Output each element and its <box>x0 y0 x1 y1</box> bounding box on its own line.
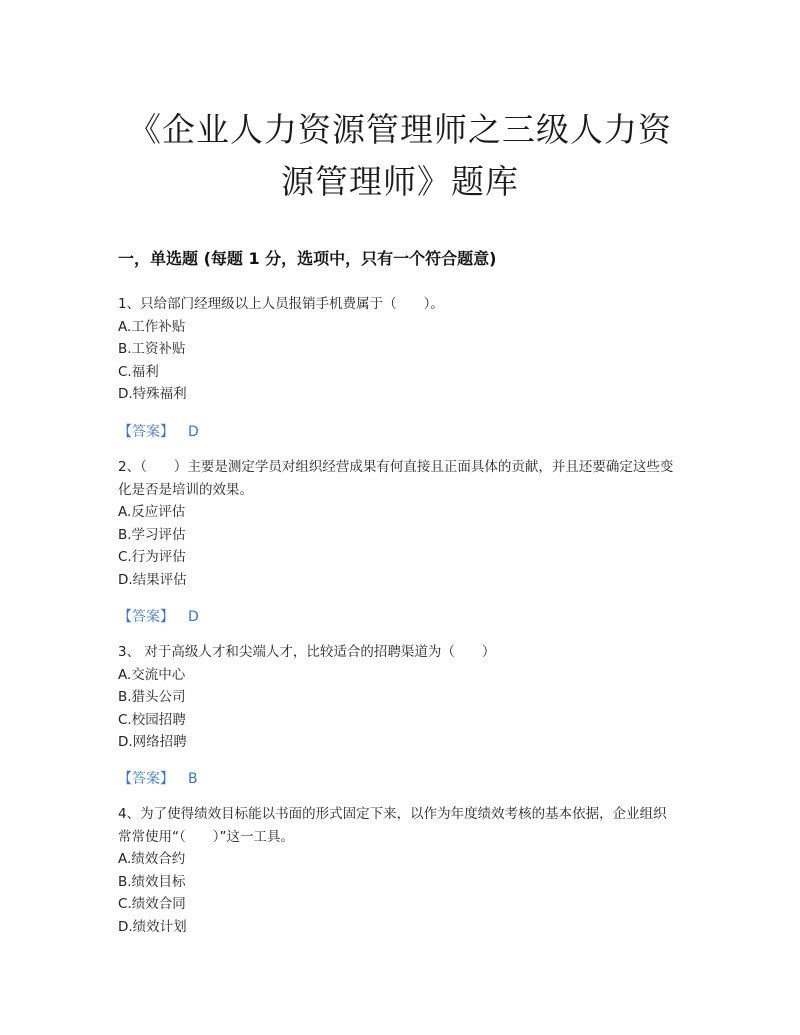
question-stem: 4、为了使得绩效目标能以书面的形式固定下来，以作为年度绩效考核的基本依据，企业组织常常使用“（ ）”这一工具。 <box>118 806 667 845</box>
answer-label: 【答案】 <box>118 609 174 625</box>
option-c: C.行为评估 <box>118 549 186 565</box>
option-a: A.反应评估 <box>118 504 186 520</box>
question-4 <box>118 803 678 938</box>
answer-2 <box>118 606 199 626</box>
question-2 <box>118 456 678 591</box>
option-a: A.工作补贴 <box>118 318 186 335</box>
document-title-line1: 《企业人力资源管理师之三级人力资 <box>128 110 672 149</box>
option-c: C.福利 <box>118 363 159 380</box>
answer-label: 【答案】 <box>118 771 174 787</box>
answer-value: D <box>188 609 199 625</box>
option-d: D.绩效计划 <box>118 918 187 935</box>
answer-label: 【答案】 <box>118 424 174 440</box>
option-b: B.工资补贴 <box>118 341 186 357</box>
section-heading: 一，单选题 (每题 1 分，选项中，只有一个符合题意) <box>118 249 497 268</box>
answer-value: D <box>188 424 199 440</box>
option-b: B.猎头公司 <box>118 689 186 705</box>
document-title-line2: 源管理师》题库 <box>281 162 519 201</box>
option-a: A.绩效合约 <box>118 851 186 867</box>
option-b: B.绩效目标 <box>118 873 186 890</box>
option-b: B.学习评估 <box>118 526 186 543</box>
answer-3 <box>118 768 198 788</box>
option-d: D.特殊福利 <box>118 386 187 402</box>
answer-1 <box>118 421 199 441</box>
question-stem: 1、只给部门经理级以上人员报销手机费属于（ ）。 <box>118 296 444 312</box>
option-c: C.校园招聘 <box>118 711 186 728</box>
option-c: C.绩效合同 <box>118 896 186 912</box>
question-3 <box>118 641 678 754</box>
option-a: A.交流中心 <box>118 666 186 683</box>
option-d: D.网络招聘 <box>118 734 187 750</box>
question-stem: 3、 对于高级人才和尖端人才，比较适合的招聘渠道为（ ） <box>118 644 496 660</box>
answer-value: B <box>188 771 198 787</box>
question-1 <box>118 293 678 406</box>
question-stem: 2、（ ）主要是测定学员对组织经营成果有何直接且正面具体的贡献，并且还要确定这些变化是否是培训的效果。 <box>118 459 674 498</box>
option-d: D.结果评估 <box>118 571 187 588</box>
